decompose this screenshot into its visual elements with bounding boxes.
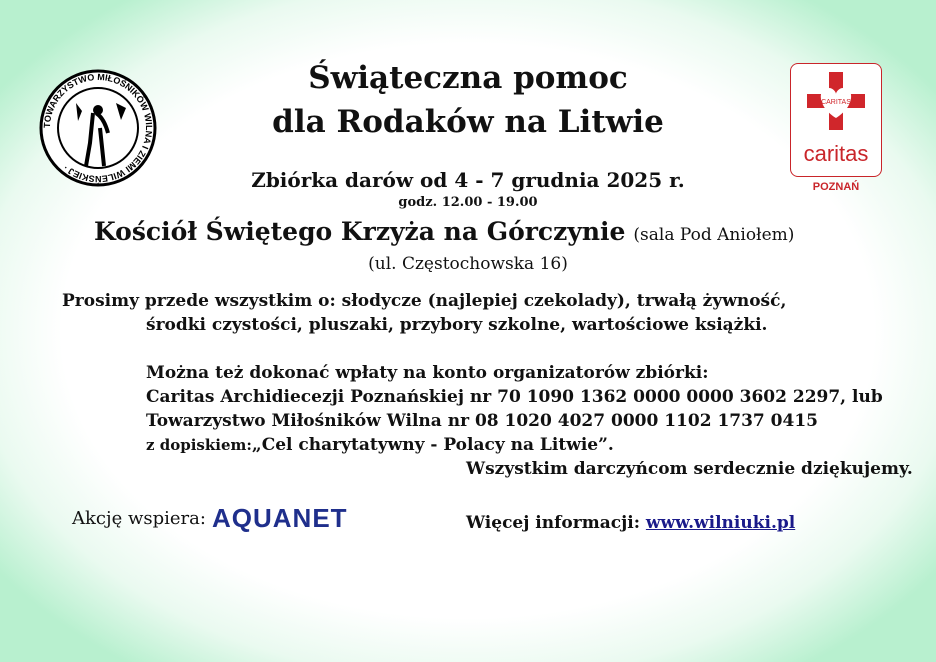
venue-room: (sala Pod Aniołem) [633,225,795,245]
svg-text:CARITAS: CARITAS [821,99,851,106]
venue [94,217,794,246]
title-line-1: Świąteczna pomoc [308,60,628,96]
thanks: Wszystkim darczyńcom serdecznie dziękujemy. [466,459,913,479]
payment-tmw-account: Towarzystwo Miłośników Wilna nr 08 1020 4027 0000 1102 1737 0415 [146,411,818,431]
website-link[interactable]: www.wilniuki.pl [645,513,796,533]
venue-address: (ul. Częstochowska 16) [368,254,568,274]
caritas-city: POZNAŃ [812,181,860,193]
payment-line-1: Można też dokonać wpłaty na konto organizatorów zbiórki: [146,363,709,383]
collection-hours: godz. 12.00 - 19.00 [398,195,538,210]
request-line-2: środki czystości, pluszaki, przybory szkolne, wartościowe książki. [146,315,768,335]
collection-dates: Zbiórka darów od 4 - 7 grudnia 2025 r. [251,168,685,192]
svg-text:TOWARZYSTWO MIŁOŚNIKÓW WILNA I: TOWARZYSTWO MIŁOŚNIKÓW WILNA I ZIEMI WILEŃSKIEJ · [41,71,155,185]
caritas-logo [790,63,882,193]
title-line-2: dla Rodaków na Litwie [272,104,664,140]
aquanet-logo: AQUANET [212,503,348,533]
request-line-1: Prosimy przede wszystkim o: słodycze (najlepiej czekolady), trwałą żywność, [62,291,787,311]
payment-caritas-account: Caritas Archidiecezji Poznańskiej nr 70 1090 1362 0000 0000 3602 2297, lub [146,387,883,407]
venue-name: Kościół Świętego Krzyża na Górczynie [94,217,626,246]
payment-note: z dopiskiem:„Cel charytatywny - Polacy na Litwie”. [146,435,614,455]
sponsor-label: Akcję wspiera: [72,508,206,529]
more-info: Więcej informacji: www.wilniuki.pl [466,513,796,533]
caritas-wordmark: caritas [803,141,869,166]
